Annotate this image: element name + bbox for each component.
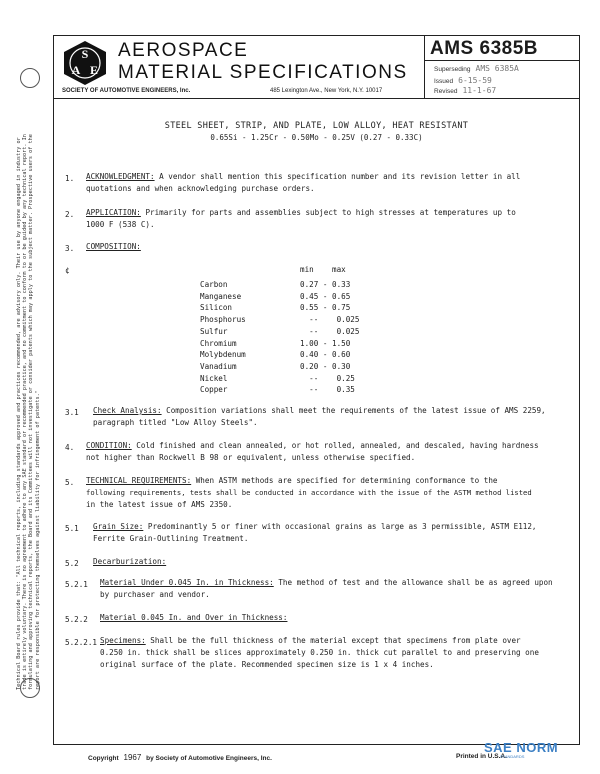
revised-label: Revised (434, 88, 458, 95)
copyright-line (88, 753, 272, 762)
section-heading: APPLICATION: (86, 208, 141, 217)
section-text: not higher than Rockwell B 98 or equivalent, unless otherwise specified. (86, 453, 416, 462)
superseding-line (434, 64, 519, 73)
section-heading: COMPOSITION: (86, 242, 141, 251)
revised-value: 11-1-67 (462, 86, 497, 95)
svg-text:A: A (71, 63, 81, 77)
section-text: quotations and when acknowledging purchase orders. (86, 184, 315, 193)
composition-range: 0.55 - 0.75 (300, 303, 351, 313)
section-text: When ASTM methods are specified for determining conformance to the (195, 476, 498, 485)
section-text: 0.250 in. thick shall be slices approximately 0.250 in. thick cut parallel to and preserving one (100, 648, 539, 657)
composition-range: 0.40 - 0.60 (300, 350, 351, 360)
section-heading: Material 0.045 In. and Over in Thickness: (100, 613, 288, 622)
header-title (118, 40, 408, 84)
section-text: Ferrite Grain-Outlining Treatment. (93, 534, 249, 543)
composition-range: 0.45 - 0.65 (300, 291, 351, 301)
section-text: Primarily for parts and assemblies subject to high stresses at temperatures up to (145, 208, 516, 217)
section-text: by purchaser and vendor. (100, 590, 210, 599)
revised-line (434, 86, 496, 95)
composition-element: Chromium (200, 338, 237, 348)
issued-line (434, 76, 492, 85)
section-number: 3. (65, 244, 75, 253)
copyright-year: 1967 (123, 753, 142, 762)
composition-element: Molybdenum (200, 350, 246, 360)
composition-element: Nickel (200, 373, 228, 383)
composition-range: 1.00 - 1.50 (300, 338, 351, 348)
section-number: 5.2.1 (65, 580, 88, 589)
section-heading: Check Analysis: (93, 406, 162, 415)
composition-element: Copper (200, 385, 228, 395)
section-5-2-2-1 (100, 635, 539, 671)
punch-hole (20, 68, 40, 88)
composition-range: -- 0.35 (300, 385, 355, 395)
section-number: 5.2.2.1 (65, 638, 98, 647)
section-2 (86, 207, 516, 231)
watermark-logo: SAE NORM (484, 740, 559, 755)
section-heading: Decarburization: (93, 557, 167, 566)
side-disclaimer-text: Technical Board rules provide that: "All technical reports, including standards approved and practices recommended, are advisory only. Their use by anyone engaged in industry or trade is entirely voluntary. There is no agreement to adhere to any SAE standard or recommended practice, and no commitment to conform to or be guided by any technical report. In formulating and approving technical reports, the Board and its Committees will not investigate or consider patents which may apply to the subject matter. Prospective users of the report are responsible for protecting themselves against liability for infringement of patents." (16, 134, 41, 690)
section-text: Predominantly 5 or finer with occasional grains as large as 3 permissible, ASTM E112, (147, 522, 537, 531)
section-number: 5.1 (65, 524, 79, 533)
section-number: 5.2 (65, 559, 79, 568)
header-title-line2: MATERIAL SPECIFICATIONS (118, 62, 408, 83)
spec-number: AMS 6385B (430, 38, 538, 59)
section-text: A vendor shall mention this specification number and its revision letter in all (159, 172, 521, 181)
watermark-sub: STANDARDS (500, 754, 525, 759)
copyright-label: Copyright (88, 755, 119, 762)
printed-in: Printed in U.S.A. (456, 753, 507, 760)
svg-text:E: E (89, 63, 99, 77)
superseding-label: Superseding (434, 66, 471, 73)
section-number: 4. (65, 443, 75, 452)
composition-element: Carbon (200, 280, 228, 289)
section-3-1 (93, 405, 546, 429)
header-title-line1: AEROSPACE (118, 40, 249, 61)
spec-box-divider (424, 60, 580, 61)
section-4 (86, 440, 539, 464)
document-subtitle: 0.65Si - 1.25Cr - 0.50Mo - 0.25V (0.27 - 0.33C) (210, 133, 423, 142)
side-disclaimer (4, 130, 41, 690)
section-number: 1. (65, 174, 75, 183)
section-text: 1000 F (538 C). (86, 220, 155, 229)
section-5 (86, 475, 532, 511)
copyright-owner: by Society of Automotive Engineers, Inc. (146, 755, 272, 762)
composition-min-header: min (300, 265, 314, 274)
section-text: original surface of the plate. Recommended specimen size is 1 x 4 inches. (100, 660, 434, 669)
section-5-1 (93, 521, 536, 545)
org-name: SOCIETY OF AUTOMOTIVE ENGINEERS, Inc. (62, 88, 191, 94)
section-text: in the latest issue of AMS 2350. (86, 500, 233, 509)
section-text: Cold finished and clean annealed, or hot rolled, annealed, and descaled, having hardness (136, 441, 539, 450)
composition-range: -- 0.25 (300, 373, 355, 383)
composition-range: 0.20 - 0.30 (300, 361, 351, 371)
composition-max-header: max (332, 265, 346, 274)
org-address: 485 Lexington Ave., New York, N.Y. 10017 (270, 88, 383, 94)
issued-label: Issued (434, 78, 454, 85)
document-title: STEEL SHEET, STRIP, AND PLATE, LOW ALLOY, HEAT RESISTANT (164, 121, 469, 131)
composition-range: 0.27 - 0.33 (300, 280, 351, 289)
section-heading: CONDITION: (86, 441, 132, 450)
composition-element: Phosphorus (200, 315, 246, 325)
revision-mark: ¢ (65, 266, 70, 275)
section-number: 2. (65, 210, 75, 219)
composition-range: -- 0.025 (300, 326, 360, 336)
superseding-value: AMS 6385A (475, 64, 519, 73)
issued-value: 6-15-59 (458, 76, 492, 85)
section-number: 3.1 (65, 408, 79, 417)
section-text: Composition variations shall meet the requirements of the latest issue of AMS 2259, (166, 406, 546, 415)
section-heading: Material Under 0.045 In. in Thickness: (100, 578, 274, 587)
section-1 (86, 171, 520, 195)
section-heading: TECHNICAL REQUIREMENTS: (86, 476, 192, 485)
composition-range: -- 0.025 (300, 315, 360, 325)
section-number: 5.2.2 (65, 615, 88, 624)
section-heading: Grain Size: (93, 522, 144, 531)
section-text: paragraph titled "Low Alloy Steels". (93, 418, 258, 427)
section-heading: ACKNOWLEDGMENT: (86, 172, 155, 181)
composition-element: Vanadium (200, 361, 237, 371)
section-text: The method of test and the allowance shall be as agreed upon (278, 578, 553, 587)
sae-logo-icon (62, 40, 108, 86)
header-divider (53, 98, 580, 99)
section-5-2-1 (100, 577, 553, 601)
composition-element: Sulfur (200, 326, 228, 336)
svg-text:S: S (81, 47, 89, 61)
section-text: following requirements, tests shall be conducted in accordance with the issue of the ASTM method listed (86, 488, 532, 497)
composition-element: Manganese (200, 291, 242, 301)
section-heading: Specimens: (100, 636, 146, 645)
composition-element: Silicon (200, 303, 233, 313)
section-number: 5. (65, 478, 75, 487)
section-text: Shall be the full thickness of the material except that specimens from plate over (150, 636, 521, 645)
